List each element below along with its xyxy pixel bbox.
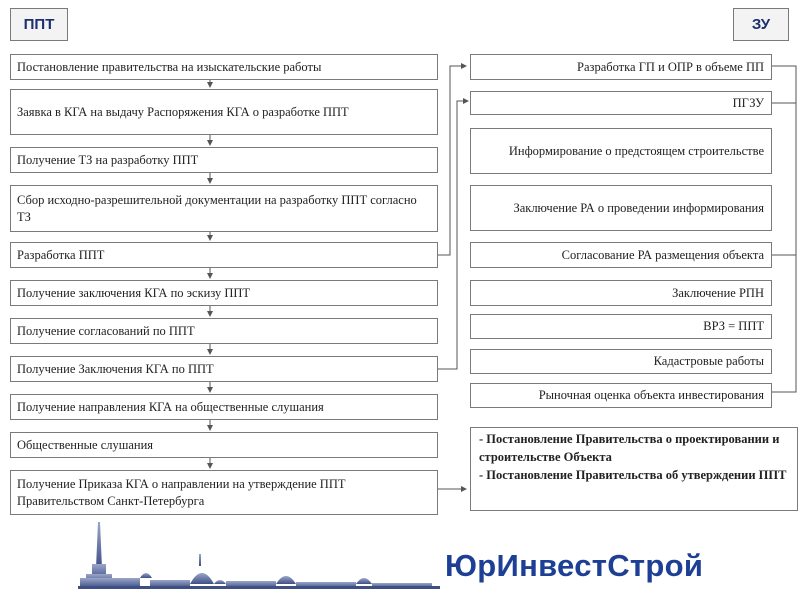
zu-pgzu: ПГЗУ [470,91,772,115]
link-kga-to-pgzu [438,101,468,369]
step-public-hearings: Общественные слушания [10,432,438,458]
zu-informing: Информирование о предстоящем строительстве [470,128,772,174]
step-public-hearings-referral: Получение направления КГА на общественные слушания [10,394,438,420]
result-line-2: - Постановление Правительства об утверждении ППТ [479,468,787,482]
link-ppt-to-gp [438,66,466,255]
zu-ra-informing-conclusion: Заключение РА о проведении информирования [470,185,772,231]
header-zu: ЗУ [733,8,789,41]
step-collect-documentation: Сбор исходно-разрешительной документации на разработку ППТ согласно ТЗ [10,185,438,232]
company-logo: ЮрИнвестСтрой [445,548,704,583]
step-government-decree-surveys: Постановление правительства на изыскательские работы [10,54,438,80]
step-kga-order: Получение Приказа КГА о направлении на утверждение ППТ Правительством Санкт-Петербурга [10,470,438,515]
step-get-tz: Получение ТЗ на разработку ППТ [10,147,438,173]
step-kga-ppt-conclusion: Получение Заключения КГА по ППТ [10,356,438,382]
right-bracket [772,66,796,392]
zu-gp-opr: Разработка ГП и ОПР в объеме ПП [470,54,772,80]
zu-cadastral: Кадастровые работы [470,349,772,374]
zu-ra-placement: Согласование РА размещения объекта [470,242,772,268]
zu-market-valuation: Рыночная оценка объекта инвестирования [470,383,772,408]
step-kga-sketch-conclusion: Получение заключения КГА по эскизу ППТ [10,280,438,306]
result-decrees [470,427,798,511]
result-line-1: - Постановление Правительства о проектировании и строительстве Объекта [479,432,780,464]
step-develop-ppt: Разработка ППТ [10,242,438,268]
zu-vrz: ВРЗ = ППТ [470,314,772,339]
step-approvals: Получение согласований по ППТ [10,318,438,344]
step-kga-application: Заявка в КГА на выдачу Распоряжения КГА о разработке ППТ [10,89,438,135]
zu-rpn-conclusion: Заключение РПН [470,280,772,306]
header-ppt: ППТ [10,8,68,41]
